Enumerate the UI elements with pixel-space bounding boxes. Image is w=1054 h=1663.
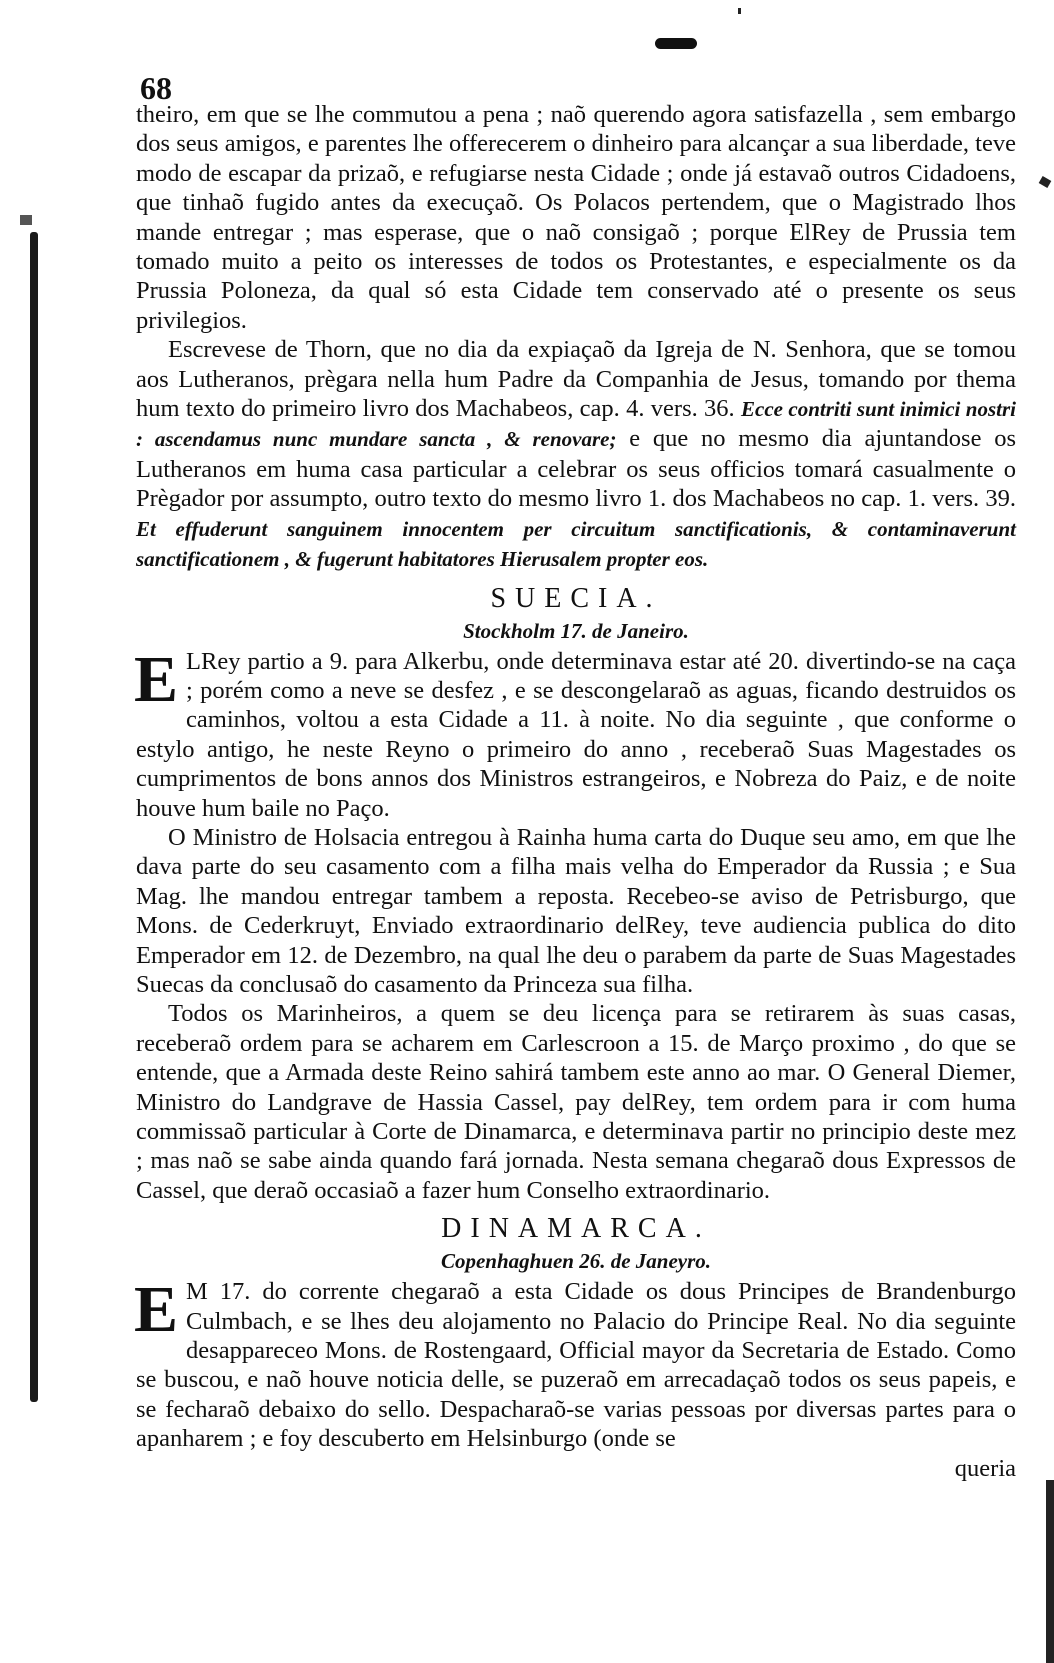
catchword: queria [954,1454,1016,1482]
drop-cap: E [134,1273,179,1347]
continued-paragraph: theiro, em que se lhe commutou a pena ; naõ querendo agora satisfazella , sem embargo dos seus amigos, e parentes lhe offerecerem o dinheiro para alcançar a sua liberdade, teve modo de escapar da prizaõ, e refugiarse nesta Cidade ; onde já estavaõ outros Cidadoens, que tinhaõ fugido antes da execuçaõ. Os Polacos pertendem, que o Magistrado lhos mande entregar ; mas esperase, que o naõ consigaõ ; porque ElRey de Prussia tem tomado muito a peito os interesses de todos os Protestantes, e especialmente os da Prussia Poloneza, da qual só esta Cidade tem conservado até o presente os seus privilegios. [136,101,1016,334]
dateline-stockholm: Stockholm 17. de Janeiro. [463,618,689,643]
binding-shadow [30,232,38,1402]
binding-fragment [20,215,32,225]
latin-quote-1: Ecce contriti sunt inimici nostri : ascendamus nunc mundare sancta , & renovare; [136,397,1016,452]
dateline-copenhagen: Copenhaghuen 26. de Janeyro. [440,1249,712,1274]
dinamarca-text-1: M 17. do corrente chegaraõ a esta Cidade os dous Principes de Brandenburgo Culmbach, e se lhes deu alojamento no Palacio do Principe Real. No dia seguinte desappareceo Mons. de Rostengaard, Official mayor da Secretaria de Estado. Como se buscou, e naõ houve noticia delle, se puzeraõ em arrecadaçaõ todos os seus papeis, e se fecharaõ debaixo do sello. Despacharaõ-se varias pessoas por diversas partes para o apanharem ; e foy descuberto em Helsinburgo (onde se [136,1278,1016,1453]
thorn-text: Escrevese de Thorn, que no dia da expiaçaõ da Igreja de N. Senhora, que se tomou aos Lutheranos, prègara nella hum Padre da Companhia de Jesus, tomando por thema hum texto do primeiro livro dos Machabeos, cap. 4. vers. 36. [136,336,1016,423]
suecia-paragraph-2: O Ministro de Holsacia entregou à Rainha huma carta do Duque seu amo, em que lhe dava parte do seu casamento com a filha mais velha do Emperador da Russia ; e Sua Mag. lhe mandou entregar tambem a reposta. Recebeo-se aviso de Petrisburgo, que Mons. de Cederkruyt, Enviado extraordinario delRey, teve audiencia publica do dito Emperador em 12. de Dezembro, na qual lhe deu o parabem da parte de Suas Magestades Suecas da conclusaõ do casamento da Princeza sua filha. [136,823,1016,998]
page-number: 68 [140,70,172,106]
section-heading-suecia: SUECIA. [490,582,662,614]
suecia-paragraph-1 [134,642,1016,823]
margin-mark [1039,176,1052,188]
thorn-paragraph [136,335,1016,574]
suecia-text-1: LRey partio a 9. para Alkerbu, onde determinava estar até 20. divertindo-se na caça ; porém como a neve se desfez , e se descongelaraõ as aguas, ficando destruidos os caminhos, voltou a esta Cidade a 11. à noite. No dia seguinte , que conforme o estylo antigo, he neste Reyno o primeiro do anno , receberaõ Suas Magestades os cumprimentos de bons annos dos Ministros estrangeiros, e Nobreza do Paiz, e de noite houve hum baile no Paço. [136,647,1016,822]
section-heading-dinamarca: DINAMARCA. [441,1213,711,1245]
thorn-text-2: e que no mesmo dia ajuntandose os Lutheranos em huma casa particular a celebrar os seus officios tomará casualmente o Prègador por assumpto, outro texto do mesmo livro 1. dos Machabeos no cap. 1. vers. 39. [136,425,1017,513]
suecia-paragraph-3: Todos os Marinheiros, a quem se deu licença para se retirarem às suas casas, receberaõ ordem para se acharem em Carlescroon a 15. de Março proximo , do que se entende, que a Armada deste Reino sahirá tambem este anno ao mar. O General Diemer, Ministro do Landgrave de Hassia Cassel, pay delRey, tem ordem para ir com huma commissaõ particular à Corte de Dinamarca, e determinava partir no principio deste mez ; mas naõ se sabe ainda quando fará jornada. Nesta semana chegaraõ dous Expressos de Cassel, que deraõ occasiaõ a fazer hum Conselho extraordinario. [136,1000,1016,1204]
ink-smudge [655,38,697,49]
drop-cap: E [134,642,179,716]
page-edge-shadow [1046,1480,1054,1663]
text-column [136,100,1016,1483]
print-speck [738,8,741,14]
latin-quote-2: Et effuderunt sanguinem innocentem per circuitum sanctificationis, & contaminaverunt sanctificationem , & fugerunt habitatores Hierusalem propter eos. [136,516,1016,572]
dinamarca-paragraph-1 [134,1273,1016,1453]
